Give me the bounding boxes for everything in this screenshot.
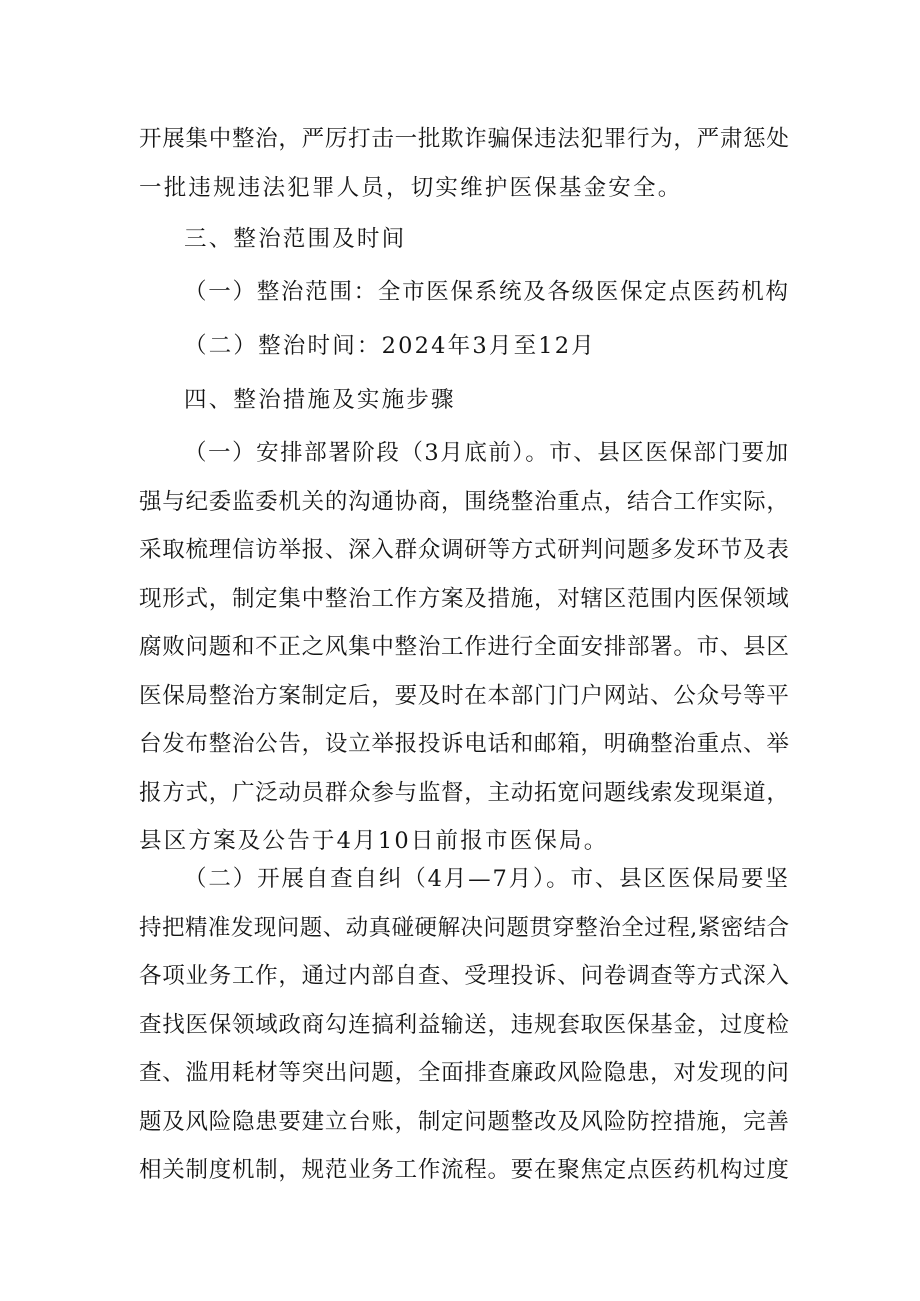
text-line: （一）安排部署阶段（3月底前）。市、县区医保部门要加 — [184, 440, 790, 466]
text-line: 腐败问题和不正之风集中整治工作进行全面安排部署。市、县区 — [139, 634, 790, 660]
text-line: （二）开展自查自纠（4月—7月）。市、县区医保局要坚 — [184, 866, 790, 892]
text-line: 相关制度机制，规范业务工作流程。要在聚焦定点医药机构过度 — [139, 1157, 790, 1183]
text-line: 强与纪委监委机关的沟通协商，围绕整治重点，结合工作实际， — [139, 488, 790, 515]
scope-line: （一）整治范围：全市医保系统及各级医保定点医药机构 — [184, 279, 790, 305]
section-heading-3 — [139, 215, 791, 264]
text-line: 各项业务工作，通过内部自查、受理投诉、问卷调查等方式深入 — [139, 963, 790, 989]
text-line: 台发布整治公告，设立举报投诉电话和邮箱，明确整治重点、举 — [139, 731, 790, 757]
text-line: 查找医保领域政商勾连搞利益输送，违规套取医保基金，过度检 — [139, 1011, 790, 1038]
paragraph-intro — [139, 115, 791, 212]
text-line: 题及风险隐患要建立台账，制定问题整改及风险防控措施，完善 — [139, 1108, 790, 1135]
text-line: 县区方案及公告于4月10日前报市医保局。 — [139, 828, 609, 854]
text-line: 开展集中整治，严厉打击一批欺诈骗保违法犯罪行为，严肃惩处 — [139, 126, 790, 152]
text-line: 采取梳理信访举报、深入群众调研等方式研判问题多发环节及表 — [139, 537, 790, 563]
scope-paragraph — [139, 268, 791, 317]
heading-scope-time: 三、整治范围及时间 — [184, 226, 407, 252]
time-paragraph — [139, 322, 791, 371]
text-line: 持把精准发现问题、动真碰硬解决问题贯穿整治全过程,紧密结合 — [139, 914, 790, 941]
text-line: 报方式，广泛动员群众参与监督，主动拓宽问题线索发现渠道， — [139, 779, 790, 806]
text-line: 查、滥用耗材等突出问题，全面排查廉政风险隐患，对发现的问 — [139, 1060, 790, 1086]
time-line: （二）整治时间：2024年3月至12月 — [184, 333, 597, 359]
paragraph-self-check — [139, 855, 791, 1195]
paragraph-deployment — [139, 429, 791, 866]
text-line: 现形式，制定集中整治工作方案及措施，对辖区范围内医保领域 — [139, 585, 790, 612]
text-line: 一批违规违法犯罪人员，切实维护医保基金安全。 — [139, 174, 683, 201]
section-heading-4 — [139, 376, 791, 425]
text-line: 医保局整治方案制定后，要及时在本部门门户网站、公众号等平 — [139, 682, 790, 709]
heading-measures-steps: 四、整治措施及实施步骤 — [184, 387, 456, 413]
